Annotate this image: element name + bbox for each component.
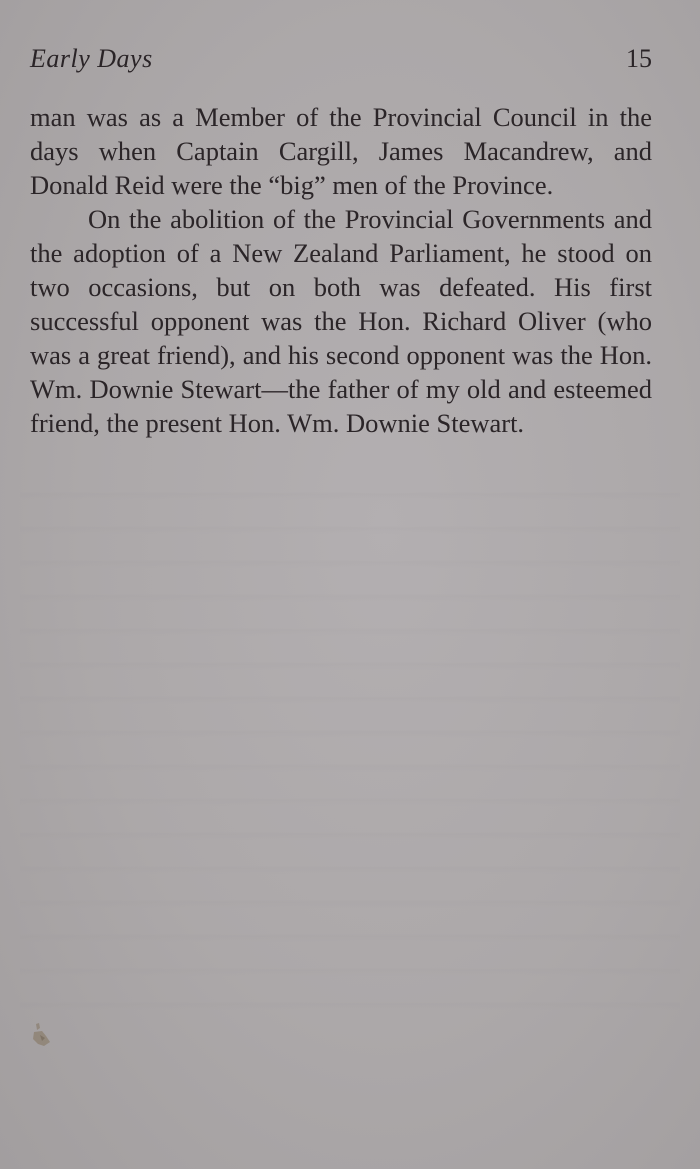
ink-stain-mark	[30, 1022, 52, 1050]
running-title: Early Days	[30, 44, 153, 73]
paragraph-abolition: On the abolition of the Provincial Governments and the adoption of a New Zealand Parliament, he stood on two occasions, but on both was defeated. His first successful opponent was the Hon. Richard Oliver (who was a great friend), and his second opponent was the Hon. Wm. Downie Stewart—the father of my old and esteemed friend, the present Hon. Wm. Downie Stewart.	[30, 204, 652, 438]
page-number: 15	[626, 44, 652, 73]
show-through-bleed	[20, 470, 680, 1030]
running-head	[30, 44, 652, 84]
paragraph-continued: man was as a Member of the Provincial Council in the days when Captain Cargill, James Macandrew, and Donald Reid were the “big” men of the Province.	[30, 102, 652, 200]
body-text	[30, 100, 652, 440]
